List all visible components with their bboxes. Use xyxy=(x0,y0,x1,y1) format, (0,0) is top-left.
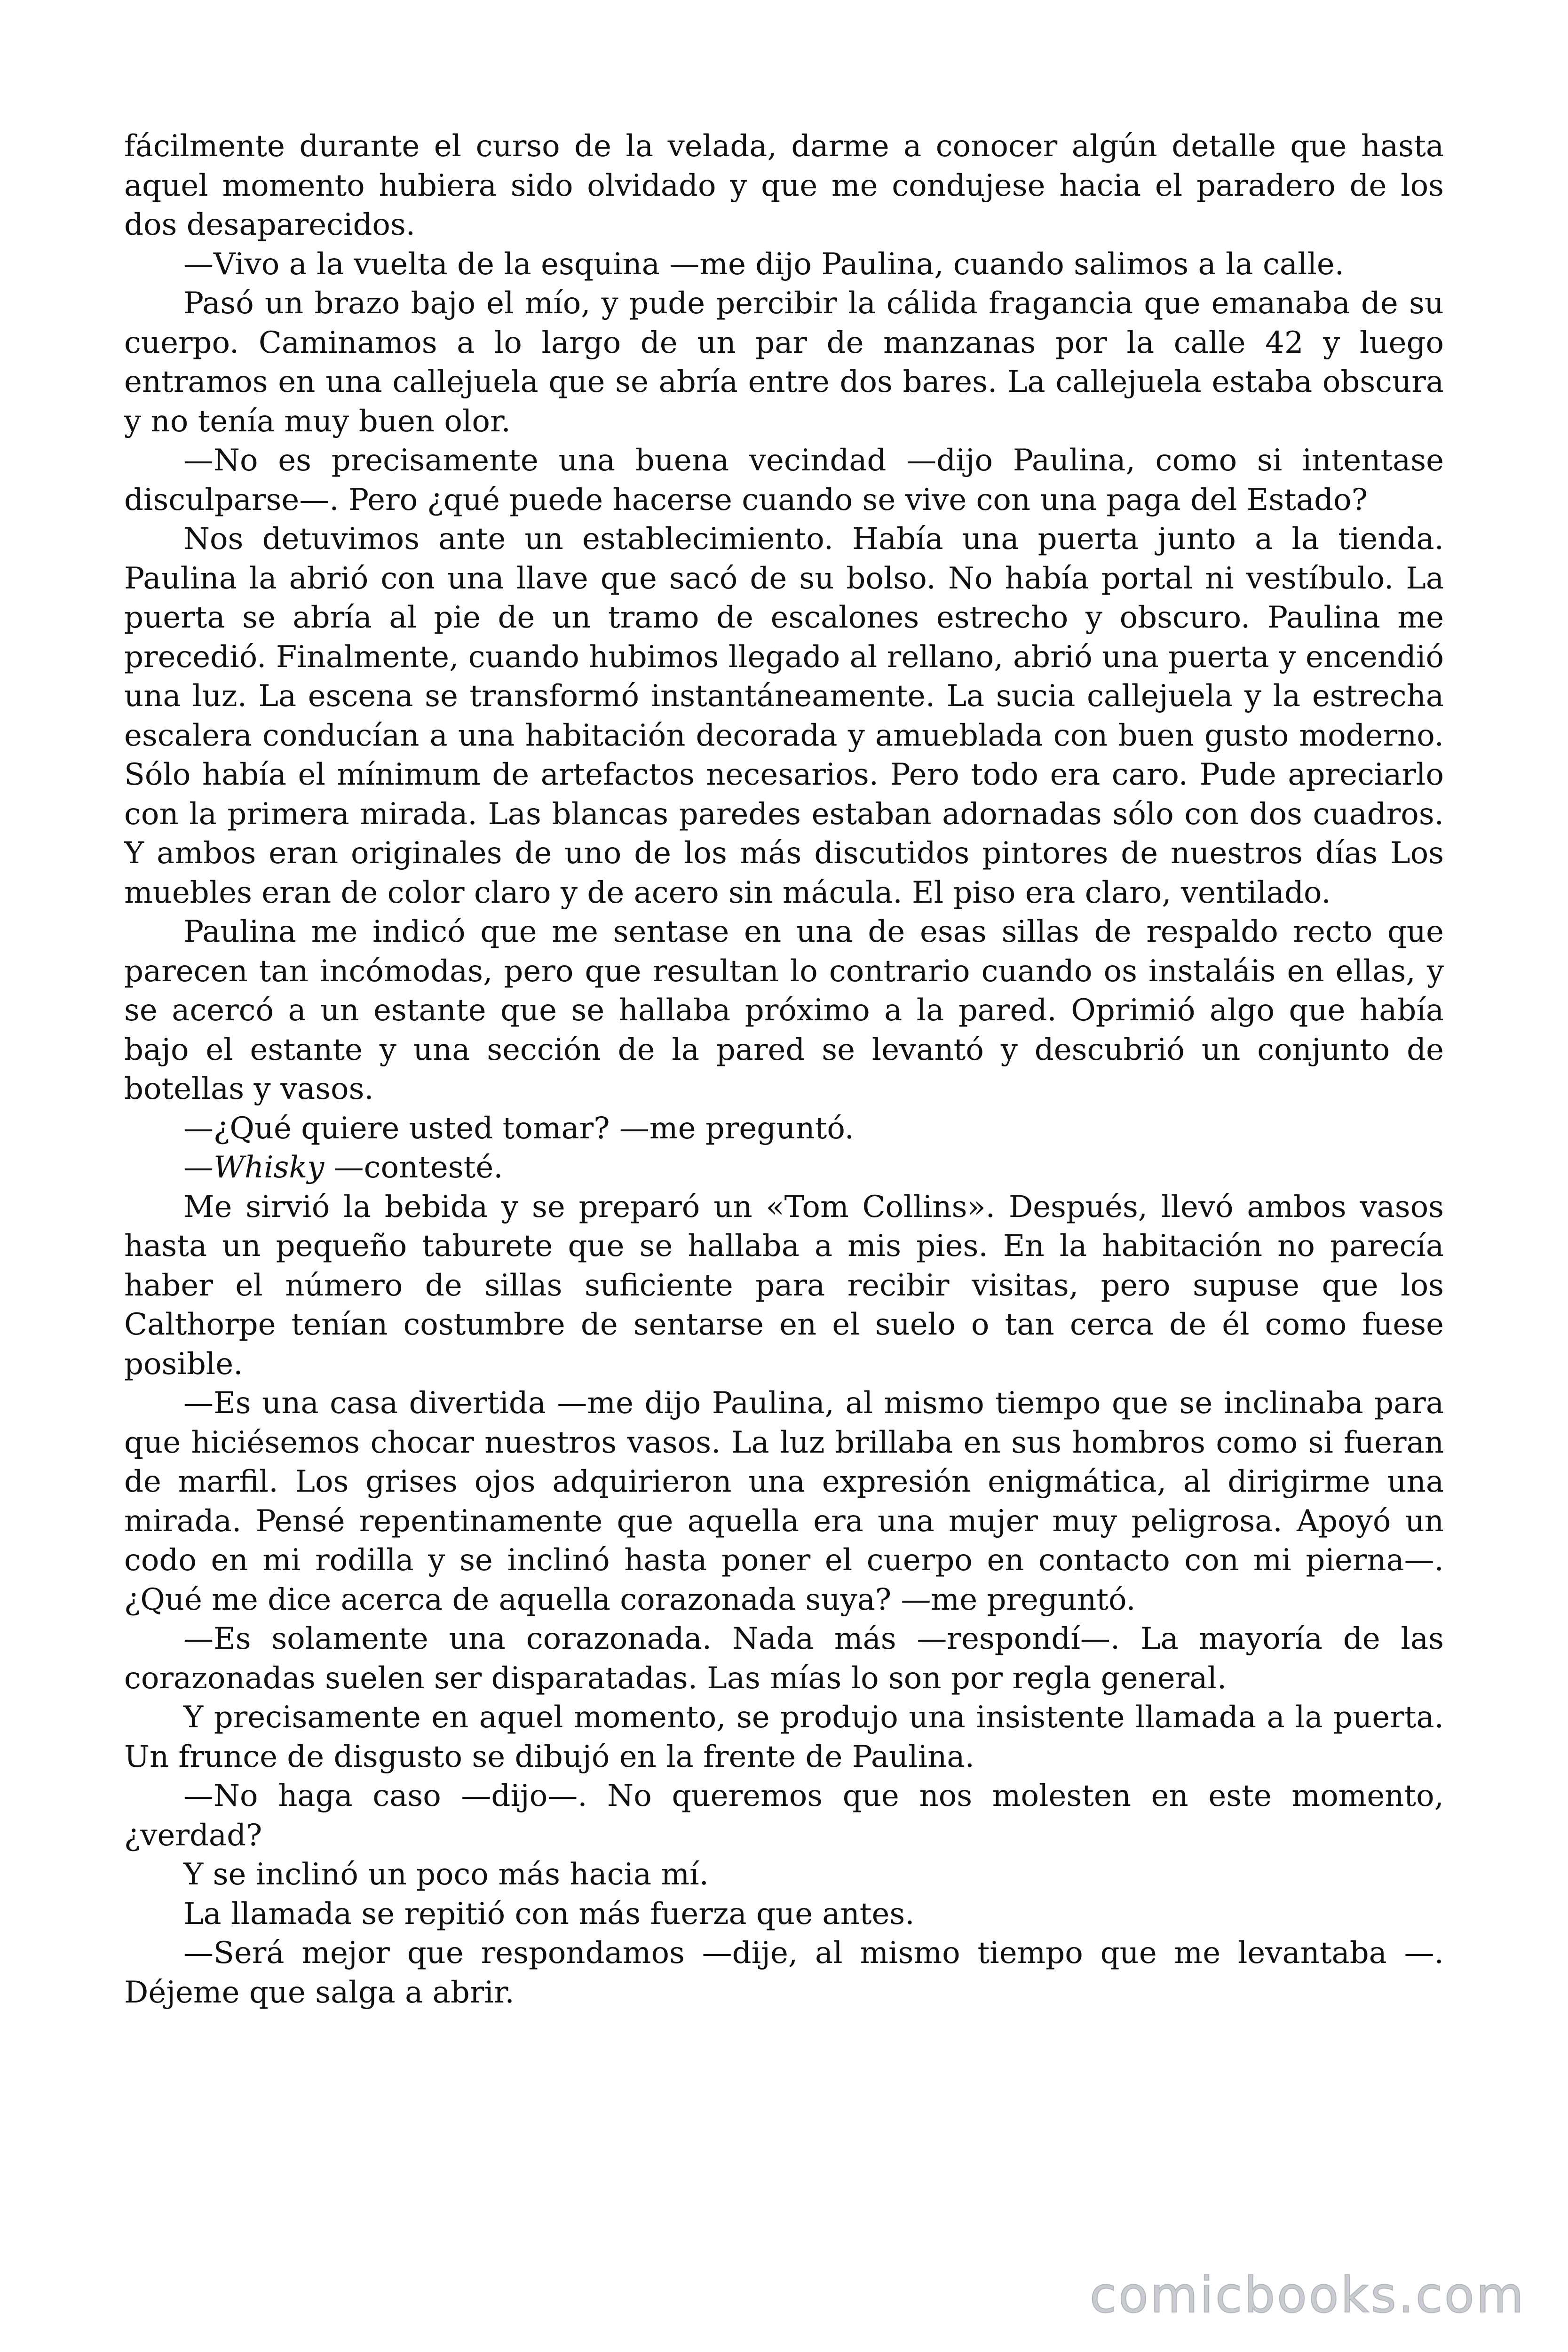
paragraph: —Es una casa divertida —me dijo Paulina, al mismo tiempo que se inclinaba para que hiciésemos chocar nuestros vasos. La luz brillaba en sus hombros como si fueran de marfil. Los grises ojos adquirieron una expresión enigmática, al dirigirme una mirada. Pensé repentinamente que aquella era una mujer muy peligrosa. Apoyó un codo en mi rodilla y se inclinó hasta poner el cuerpo en contacto con mi pierna—. ¿Qué me dice acerca de aquella corazonada suya? —me preguntó. xyxy=(124,1386,1444,1617)
watermark-logo: comicbooks.com xyxy=(1089,2266,1526,2324)
paragraph: —Será mejor que respondamos —dije, al mismo tiempo que me levantaba —. Déjeme que salga a abrir. xyxy=(124,1936,1444,2010)
dialogue-tag: —contesté. xyxy=(324,1150,503,1185)
paragraph: fácilmente durante el curso de la velada, darme a conocer algún detalle que hasta aquel momento hubiera sido olvidado y que me condujese hacia el paradero de los dos desaparecidos. xyxy=(124,129,1444,242)
paragraph: Y se inclinó un poco más hacia mí. xyxy=(183,1857,709,1892)
paragraph: Me sirvió la bebida y se preparó un «Tom Collins». Después, llevó ambos vasos hasta un pequeño taburete que se hallaba a mis pies. En la habitación no parecía haber el número de sillas suficiente para recibir visitas, pero supuse que los Calthorpe tenían costumbre de sentarse en el suelo o tan cerca de él como fuese posible. xyxy=(124,1189,1444,1382)
paragraph xyxy=(124,1148,1444,1188)
paragraph: —Vivo a la vuelta de la esquina —me dijo Paulina, cuando salimos a la calle. xyxy=(183,246,1345,282)
paragraph: —Es solamente una corazonada. Nada más —respondí—. La mayoría de las corazonadas suelen ser disparatadas. Las mías lo son por regla general. xyxy=(124,1621,1444,1696)
paragraph: La llamada se repitió con más fuerza que antes. xyxy=(183,1896,915,1931)
paragraph: Nos detuvimos ante un establecimiento. Había una puerta junto a la tienda. Paulina la abrió con una llave que sacó de su bolso. No había portal ni vestíbulo. La puerta se abría al pie de un tramo de escalones estrecho y obscuro. Paulina me precedió. Finalmente, cuando hubimos llegado al rellano, abrió una puerta y encendió una luz. La escena se transformó instantáneamente. La sucia callejuela y la estrecha escalera conducían a una habitación decorada y amueblada con buen gusto moderno. Sólo había el mínimum de artefactos necesarios. Pero todo era caro. Pude apreciarlo con la primera mirada. Las blancas paredes estaban adornadas sólo con dos cuadros. Y ambos eran originales de uno de los más discutidos pintores de nuestros días Los muebles eran de color claro y de acero sin mácula. El piso era claro, ventilado. xyxy=(124,522,1444,910)
paragraph: —¿Qué quiere usted tomar? —me preguntó. xyxy=(183,1111,855,1146)
page-body xyxy=(124,127,1444,2187)
paragraph: —No haga caso —dijo—. No queremos que nos molesten en este momento, ¿verdad? xyxy=(124,1779,1444,1853)
paragraph: —No es precisamente una buena vecindad —dijo Paulina, como si intentase disculparse—. Pero ¿qué puede hacerse cuando se vive con una paga del Estado? xyxy=(124,443,1444,517)
paragraph: Paulina me indicó que me sentase en una de esas sillas de respaldo recto que parecen tan incómodas, pero que resultan lo contrario cuando os instaláis en ellas, y se acercó a un estante que se hallaba próximo a la pared. Oprimió algo que había bajo el estante y una sección de la pared se levantó y descubrió un conjunto de botellas y vasos. xyxy=(124,914,1444,1106)
paragraph: Pasó un brazo bajo el mío, y pude percibir la cálida fragancia que emanaba de su cuerpo. Caminamos a lo largo de un par de manzanas por la calle 42 y luego entramos en una callejuela que se abría entre dos bares. La callejuela estaba obscura y no tenía muy buen olor. xyxy=(124,286,1444,439)
emphasis-text: Whisky xyxy=(214,1150,325,1185)
dialogue-dash: — xyxy=(183,1150,214,1185)
paragraph: Y precisamente en aquel momento, se produjo una insistente llamada a la puerta. Un frunce de disgusto se dibujó en la frente de Paulina. xyxy=(124,1700,1444,1774)
